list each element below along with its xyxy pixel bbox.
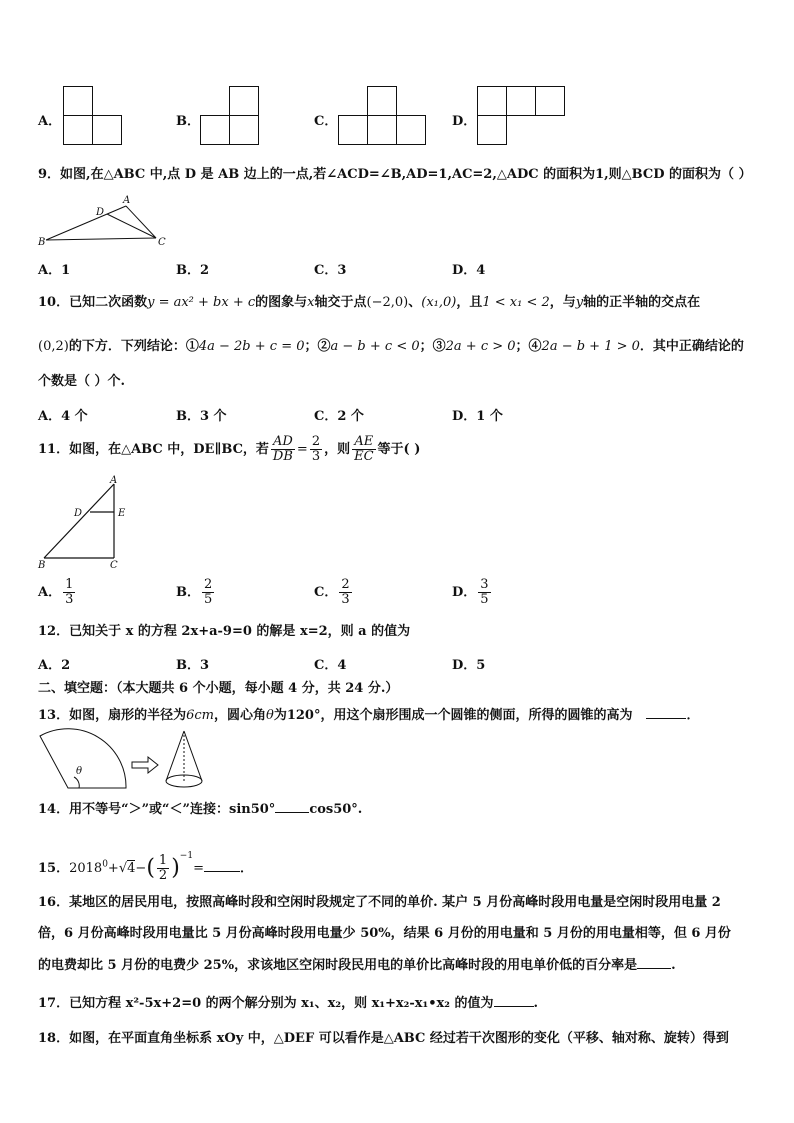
q9-text: 9．如图,在△ABC 中,点 D 是 AB 边上的一点,若∠ACD=∠B,AD=1,AC=2,△ADC 的面积为1,则△BCD 的面积为（ ）	[38, 167, 752, 182]
q10-text-e: ，与	[549, 295, 576, 310]
q9-option-a: A．1	[38, 263, 71, 278]
q11-option-d: D． $\frac{3}{5}$	[452, 577, 489, 607]
q9-option-d: D．4	[452, 263, 486, 278]
q14-intro: 14．用不等号“＞”或“＜”连接：sin50°	[38, 802, 276, 817]
q15-base: 2018	[69, 861, 103, 876]
q10-option-c: C．2 个	[314, 409, 364, 424]
q8-option-b-figure	[200, 86, 260, 146]
q13-intro: 13．如图，扇形的半径为	[38, 708, 187, 723]
q15-exponent-neg1: −1	[179, 851, 194, 861]
q8-option-d-label: D．	[452, 114, 477, 129]
q11-intro: 11．如图，在△ABC 中，DE∥BC，若	[38, 442, 269, 457]
q9-option-c: C．3	[314, 263, 347, 278]
q10-conclusion-4: 2a − b + 1 > 0	[541, 339, 640, 354]
q15-minus: −	[135, 861, 147, 876]
arrow-right-icon	[132, 757, 158, 773]
q9-label-a: A	[123, 195, 131, 206]
q12-text: 12．已知关于 x 的方程 2x+a-9=0 的解是 x=2，则 a 的值为	[38, 624, 411, 639]
q8-option-a-figure	[63, 86, 123, 146]
q11-option-a: A． $\frac{1}{3}$	[38, 577, 74, 607]
q11-text	[38, 432, 420, 468]
q15-exponent-0: 0	[102, 859, 108, 870]
q10-option-d: D．1 个	[452, 409, 503, 424]
q15-number: 15．	[38, 861, 70, 876]
q13-text-c: 为120°，用这个扇形围成一个圆锥的侧面，所得的圆锥的高为	[273, 708, 633, 723]
q15-radicand: 4	[127, 861, 136, 876]
q10-line-1	[38, 294, 700, 312]
q16-answer-blank[interactable]	[637, 956, 671, 969]
q16-line-3	[38, 956, 676, 975]
q11-label-d: D	[74, 508, 83, 519]
q13-answer-blank[interactable]	[646, 706, 686, 719]
q10-separator: 、	[408, 295, 422, 310]
q10-conclusion-2: a − b + c < 0	[330, 339, 420, 354]
q9-label-b: B	[38, 237, 46, 248]
q11-label-a: A	[110, 475, 118, 486]
q12-option-d: D．5	[452, 658, 486, 673]
q10-option-b: B．3 个	[176, 409, 227, 424]
q11-label-e: E	[118, 508, 126, 519]
q10-marker-3: ；③	[419, 339, 446, 354]
q11-fraction-2-3: $\frac{2}{3}$	[311, 434, 321, 464]
q15-equals: =	[193, 861, 204, 876]
q10-x-axis: x	[307, 295, 315, 310]
q18-text: 18．如图，在平面直角坐标系 xOy 中，△DEF 可以看作是△ABC 经过若干次图形的变化（平移、轴对称、旋转）得到	[38, 1031, 729, 1046]
q10-text-b: 的图象与	[255, 295, 308, 310]
q12-option-b: B．3	[176, 658, 210, 673]
q10-conclusion-1: 4a − 2b + c = 0	[198, 339, 305, 354]
section-2-title: 二、填空题：（本大题共 6 个小题，每小题 4 分，共 24 分.）	[38, 681, 399, 696]
sector-shape	[40, 729, 126, 788]
q13-text	[38, 706, 699, 725]
q14-answer-blank[interactable]	[275, 800, 309, 813]
q11-option-c: C． $\frac{2}{3}$	[314, 577, 350, 607]
q13-text-b: ，圆心角	[213, 708, 266, 723]
q11-text-b: ，则	[324, 442, 351, 457]
q11-fraction-ae-ec: $\frac{AE}{EC}$	[354, 434, 374, 464]
q13-theta: θ	[266, 708, 274, 723]
q17-text	[38, 994, 538, 1013]
q10-option-a: A．4 个	[38, 409, 88, 424]
q10-marker-2: ；②	[304, 339, 331, 354]
q11-label-c: C	[110, 560, 118, 571]
q9-triangle-figure	[38, 194, 168, 250]
q10-line-3: 个数是（ ）个.	[38, 374, 126, 389]
q11-triangle-figure	[36, 474, 136, 570]
q13-radius: 6cm	[186, 708, 214, 723]
q17-tail: .	[533, 996, 539, 1011]
q16-line-1: 16．某地区的居民用电，按照高峰时段和空闲时段规定了不同的单价. 某户 5 月份高峰时段用电量是空闲时段用电量 2	[38, 895, 721, 910]
q11-option-b: B． $\frac{2}{5}$	[176, 577, 213, 607]
q10-point-2: (x₁,0)	[421, 295, 457, 310]
q11-fraction-ad-db: $\frac{AD}{DB}$	[272, 434, 293, 464]
q15-text: 15．$2018^0+√4-$( $\frac{1}{2}$ )$^{-1}$= ．	[38, 851, 253, 883]
q10-intro: 10．已知二次函数	[38, 295, 148, 310]
q10-point-1: (−2,0)	[366, 295, 409, 310]
q10-line-2	[38, 338, 744, 356]
q9-option-b: B．2	[176, 263, 210, 278]
q10-point-0-2: (0,2)	[38, 339, 69, 354]
q15-plus: +	[107, 861, 119, 876]
q9-label-d: D	[96, 207, 105, 218]
q16-tail: .	[671, 958, 676, 973]
q10-conclusion-3: 2a + c > 0	[445, 339, 516, 354]
q13-text-d: ．	[686, 708, 700, 723]
q14-text	[38, 800, 362, 819]
q11-equals: =	[296, 442, 308, 457]
q13-figure	[36, 726, 236, 796]
q8-option-a-label: A．	[38, 114, 62, 129]
q10-y-axis: y	[575, 295, 584, 310]
q10-text-g: 的下方．下列结论：	[68, 339, 186, 354]
q10-marker-4: ；④	[515, 339, 542, 354]
q11-text-c: 等于( )	[377, 442, 421, 457]
q15-tail: ．	[239, 861, 253, 876]
q10-text-f: 轴的正半轴的交点在	[583, 295, 701, 310]
q11-label-b: B	[38, 560, 46, 571]
q12-option-a: A．2	[38, 658, 71, 673]
q10-text-h: ．其中正确结论的	[639, 339, 744, 354]
q10-inequality: 1 < x₁ < 2	[482, 295, 550, 310]
q12-option-c: C．4	[314, 658, 347, 673]
sqrt-icon: √	[118, 861, 128, 876]
q8-option-b-label: B．	[176, 114, 200, 129]
q10-text-d: ，且	[456, 295, 483, 310]
q10-function: y = ax² + bx + c	[147, 295, 256, 310]
q16-line-2: 倍，6 月份高峰时段用电量比 5 月份高峰时段用电量少 50%，结果 6 月份的用电量和 5 月份的用电量相等，但 6 月份	[38, 926, 731, 941]
q10-text-c: 轴交于点	[314, 295, 367, 310]
q9-label-c: C	[158, 237, 166, 248]
q13-theta-label: θ	[76, 766, 83, 777]
q10-marker-1: ①	[185, 339, 199, 354]
q17-answer-blank[interactable]	[494, 994, 534, 1007]
q8-option-d-figure	[477, 86, 567, 146]
q17-body: 17．已知方程 x²-5x+2=0 的两个解分别为 x₁、x₂，则 x₁+x₂-x₁•x₂ 的值为	[38, 996, 494, 1011]
q8-option-c-figure	[338, 86, 428, 146]
q15-answer-blank[interactable]	[204, 859, 240, 872]
q16-line-3-text: 的电费却比 5 月份的电费少 25%，求该地区空闲时段民用电的单价比高峰时段的用电单价低的百分率是	[38, 958, 638, 973]
q8-option-c-label: C．	[314, 114, 338, 129]
q14-tail: cos50°.	[309, 802, 363, 817]
